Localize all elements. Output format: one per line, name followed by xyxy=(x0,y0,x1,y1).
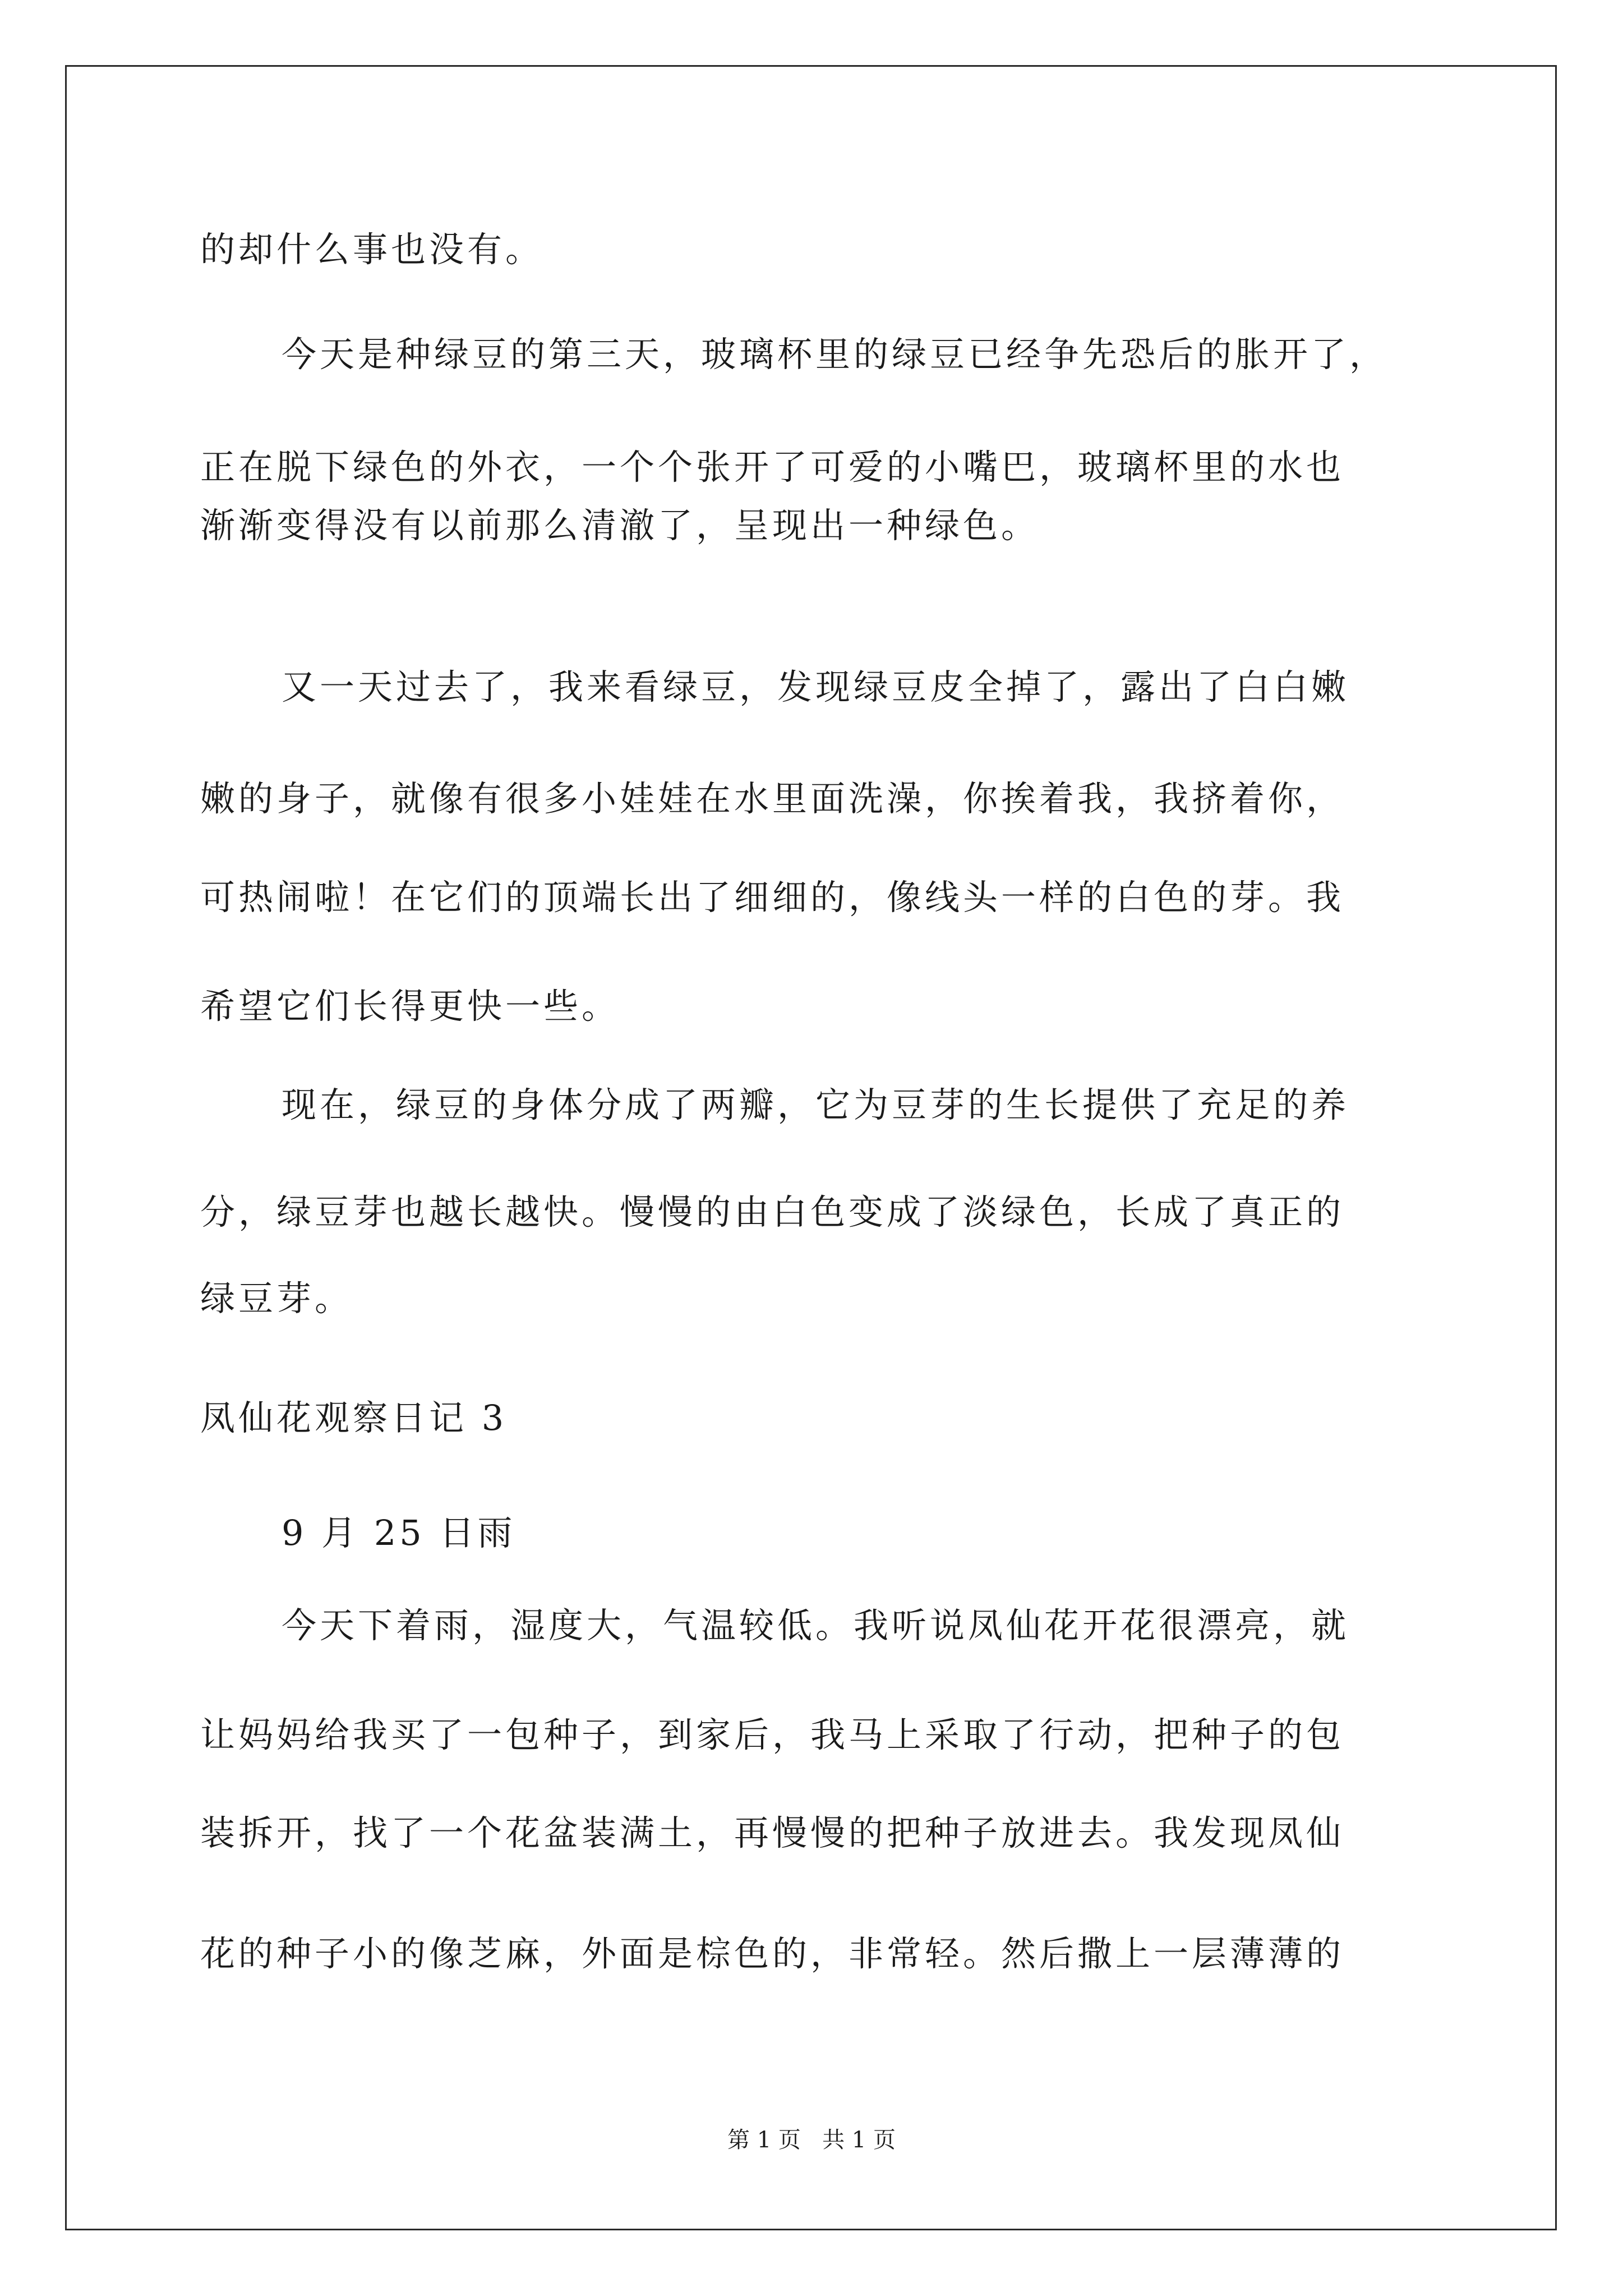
text-line: 的却什么事也没有。 xyxy=(200,229,544,270)
text-line: 正在脱下绿色的外衣，一个个张开了可爱的小嘴巴，玻璃杯里的水也 xyxy=(200,447,1345,487)
text-line: 今天下着雨，湿度大，气温较低。我听说凤仙花开花很漂亮，就 xyxy=(282,1605,1350,1646)
text-line: 装拆开，找了一个花盆装满土，再慢慢的把种子放进去。我发现凤仙 xyxy=(200,1812,1345,1853)
section-heading: 凤仙花观察日记 3 xyxy=(200,1397,508,1438)
page-border xyxy=(65,65,1557,2230)
text-line: 花的种子小的像芝麻，外面是棕色的，非常轻。然后撒上一层薄薄的 xyxy=(200,1933,1345,1974)
text-line: 现在，绿豆的身体分成了两瓣，它为豆芽的生长提供了充足的养 xyxy=(282,1084,1350,1125)
text-line: 渐渐变得没有以前那么清澈了，呈现出一种绿色。 xyxy=(200,505,1040,546)
text-line: 可热闹啦！在它们的顶端长出了细细的，像线头一样的白色的芽。我 xyxy=(200,877,1345,918)
text-line: 绿豆芽。 xyxy=(200,1278,353,1319)
page-number-footer: 第 1 页 共 1 页 xyxy=(727,2127,896,2153)
text-line: 今天是种绿豆的第三天，玻璃杯里的绿豆已经争先恐后的胀开了， xyxy=(282,334,1388,375)
text-line: 让妈妈给我买了一包种子，到家后，我马上采取了行动，把种子的包 xyxy=(200,1714,1345,1755)
text-line: 又一天过去了，我来看绿豆，发现绿豆皮全掉了，露出了白白嫩 xyxy=(282,666,1350,707)
text-line: 希望它们长得更快一些。 xyxy=(200,986,620,1027)
diary-date: 9 月 25 日雨 xyxy=(282,1512,516,1553)
text-line: 分，绿豆芽也越长越快。慢慢的由白色变成了淡绿色，长成了真正的 xyxy=(200,1191,1345,1232)
text-line: 嫩的身子，就像有很多小娃娃在水里面洗澡，你挨着我，我挤着你， xyxy=(200,778,1345,819)
